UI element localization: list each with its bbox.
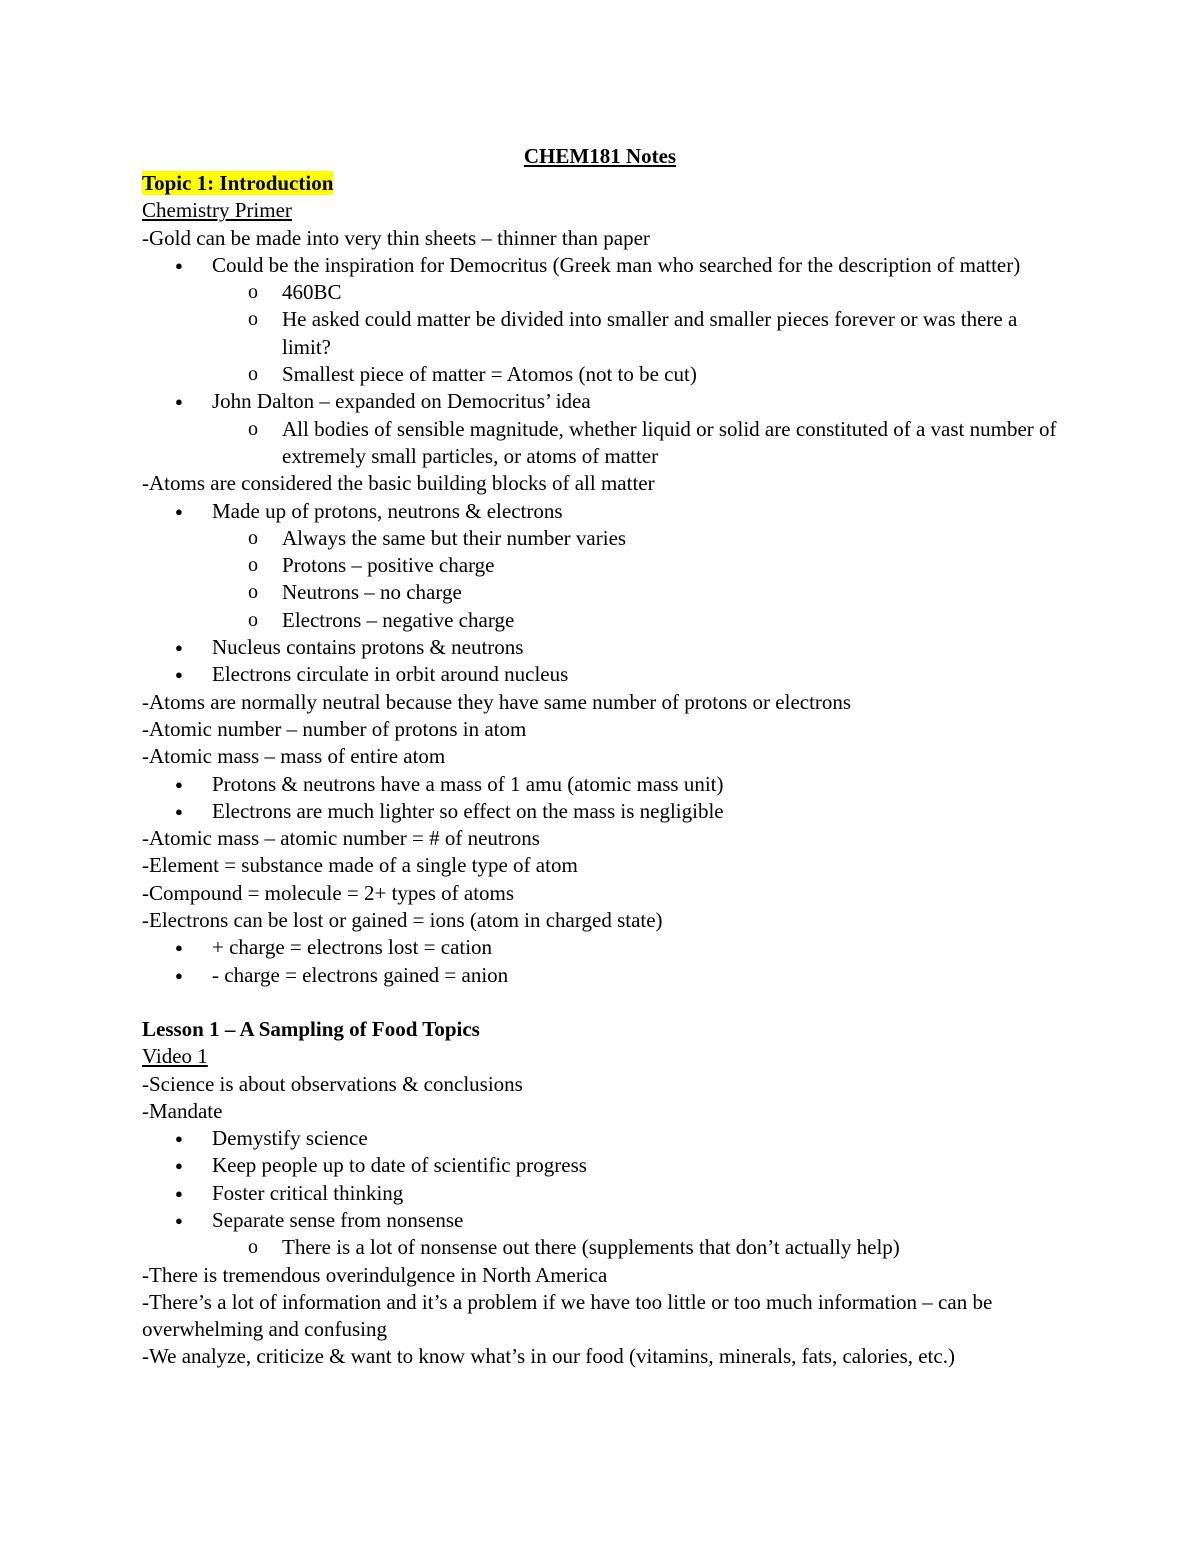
- bullet-item: ● Made up of protons, neutrons & electrons o Always the same but their number varies o Protons – positive charge o Neutrons – no charge o Electrons – negative charge: [142, 498, 1062, 634]
- sub-bullet-item: o There is a lot of nonsense out there (supplements that don’t actually help): [212, 1234, 1062, 1261]
- note-line: -Atoms are considered the basic building blocks of all matter: [142, 471, 655, 496]
- bullet-item: ● + charge = electrons lost = cation: [142, 934, 1062, 961]
- sub-bullet-item: o All bodies of sensible magnitude, whether liquid or solid are constituted of a vast number of extremely small particles, or atoms of matter: [248, 416, 1057, 468]
- bullet-icon: ●: [175, 640, 183, 656]
- sub-bullet-item: o Smallest piece of matter = Atomos (not to be cut): [212, 361, 1062, 388]
- bullet-icon: ●: [175, 1158, 183, 1174]
- bullet-item: ● Foster critical thinking: [142, 1180, 1062, 1207]
- sub-bullet-item: o Protons – positive charge: [212, 552, 1062, 579]
- sub-bullet-item: o Always the same but their number varies: [212, 525, 1062, 552]
- bullet-icon: ●: [175, 394, 183, 410]
- note-line: -Element = substance made of a single type of atom: [142, 853, 578, 878]
- bullet-list: [142, 1125, 1062, 1261]
- bullet-item: ● Separate sense from nonsense o There is a lot of nonsense out there (supplements that don’t actually help): [142, 1207, 1062, 1262]
- sub-bullet-list: [212, 416, 1062, 471]
- sub-bullet-list: [212, 279, 1062, 388]
- bullet-list: [142, 252, 1062, 470]
- document-title: CHEM181 Notes: [523, 144, 677, 168]
- bullet-icon: ●: [175, 803, 183, 819]
- bullet-item: ● John Dalton – expanded on Democritus’ idea o All bodies of sensible magnitude, whether liquid or solid are constituted of a vast number of extremely small particles, or atoms of matter: [142, 388, 1062, 470]
- highlighted-topic: Topic 1: Introduction: [142, 171, 334, 195]
- bullet-item: ● Keep people up to date of scientific progress: [142, 1152, 1062, 1179]
- sub-bullet-item: o Neutrons – no charge: [212, 579, 1062, 606]
- bullet-icon: ●: [175, 1185, 183, 1201]
- bullet-icon: ●: [175, 667, 183, 683]
- sub-bullet-item: o He asked could matter be divided into smaller and smaller pieces forever or was there a limit?: [248, 307, 1018, 359]
- note-line: -Atomic mass – atomic number = # of neutrons: [142, 826, 540, 851]
- bullet-item: ● Electrons circulate in orbit around nucleus: [142, 661, 1062, 688]
- bullet-icon: ●: [175, 776, 183, 792]
- note-line: -We analyze, criticize & want to know what’s in our food (vitamins, minerals, fats, calories, etc.): [142, 1344, 955, 1369]
- section-heading: Video 1: [142, 1044, 208, 1069]
- note-line: -Gold can be made into very thin sheets – thinner than paper: [142, 225, 650, 250]
- bullet-icon: ●: [175, 1131, 183, 1147]
- lesson-heading: Lesson 1 – A Sampling of Food Topics: [142, 1016, 480, 1041]
- sub-bullet-icon: o: [248, 281, 258, 304]
- bullet-list: [142, 771, 1062, 826]
- sub-bullet-list: [212, 525, 1062, 634]
- note-line: -Atomic mass – mass of entire atom: [142, 744, 446, 769]
- note-line: -Mandate: [142, 1098, 223, 1123]
- sub-bullet-item: o Electrons – negative charge: [212, 607, 1062, 634]
- bullet-item: ● Electrons are much lighter so effect on the mass is negligible: [142, 798, 1062, 825]
- note-line: -There is tremendous overindulgence in North America: [142, 1262, 608, 1287]
- note-line: -Atomic number – number of protons in atom: [142, 716, 527, 741]
- document-body: [142, 170, 1062, 1371]
- bullet-list: [142, 934, 1062, 989]
- note-line: -Compound = molecule = 2+ types of atoms: [142, 880, 515, 905]
- bullet-icon: ●: [175, 967, 183, 983]
- bullet-icon: ●: [175, 257, 183, 273]
- sub-bullet-list: [212, 1234, 1062, 1261]
- sub-bullet-icon: o: [248, 554, 258, 577]
- bullet-item: ● Nucleus contains protons & neutrons: [142, 634, 1062, 661]
- sub-bullet-icon: o: [248, 363, 258, 386]
- bullet-icon: ●: [175, 503, 183, 519]
- note-line: -Atoms are normally neutral because they have same number of protons or electrons: [142, 689, 852, 714]
- sub-bullet-icon: o: [248, 1236, 258, 1259]
- note-line: -Science is about observations & conclusions: [142, 1071, 523, 1096]
- section-heading: Chemistry Primer: [142, 198, 292, 223]
- bullet-icon: ●: [175, 940, 183, 956]
- bullet-item: ● - charge = electrons gained = anion: [142, 962, 1062, 989]
- bullet-item: ● Demystify science: [142, 1125, 1062, 1152]
- bullet-item: ● Protons & neutrons have a mass of 1 amu (atomic mass unit): [142, 771, 1062, 798]
- sub-bullet-icon: o: [248, 417, 258, 440]
- sub-bullet-icon: o: [248, 308, 258, 331]
- sub-bullet-icon: o: [248, 608, 258, 631]
- bullet-list: [142, 498, 1062, 689]
- sub-bullet-icon: o: [248, 526, 258, 549]
- note-line: -Electrons can be lost or gained = ions (atom in charged state): [142, 908, 663, 933]
- sub-bullet-icon: o: [248, 581, 258, 604]
- bullet-item: ● Could be the inspiration for Democritus (Greek man who searched for the description of matter) o 460BC o He asked could matter be divided into smaller and smaller pieces forever or was there a limit? o Smallest piece of matter = Atomos (not to be cut): [142, 252, 1062, 388]
- note-line: -There’s a lot of information and it’s a problem if we have too little or too much information – can be overwhelming and confusing: [142, 1289, 993, 1342]
- sub-bullet-item: o 460BC: [212, 279, 1062, 306]
- bullet-icon: ●: [175, 1212, 183, 1228]
- topic-heading: [142, 170, 1062, 197]
